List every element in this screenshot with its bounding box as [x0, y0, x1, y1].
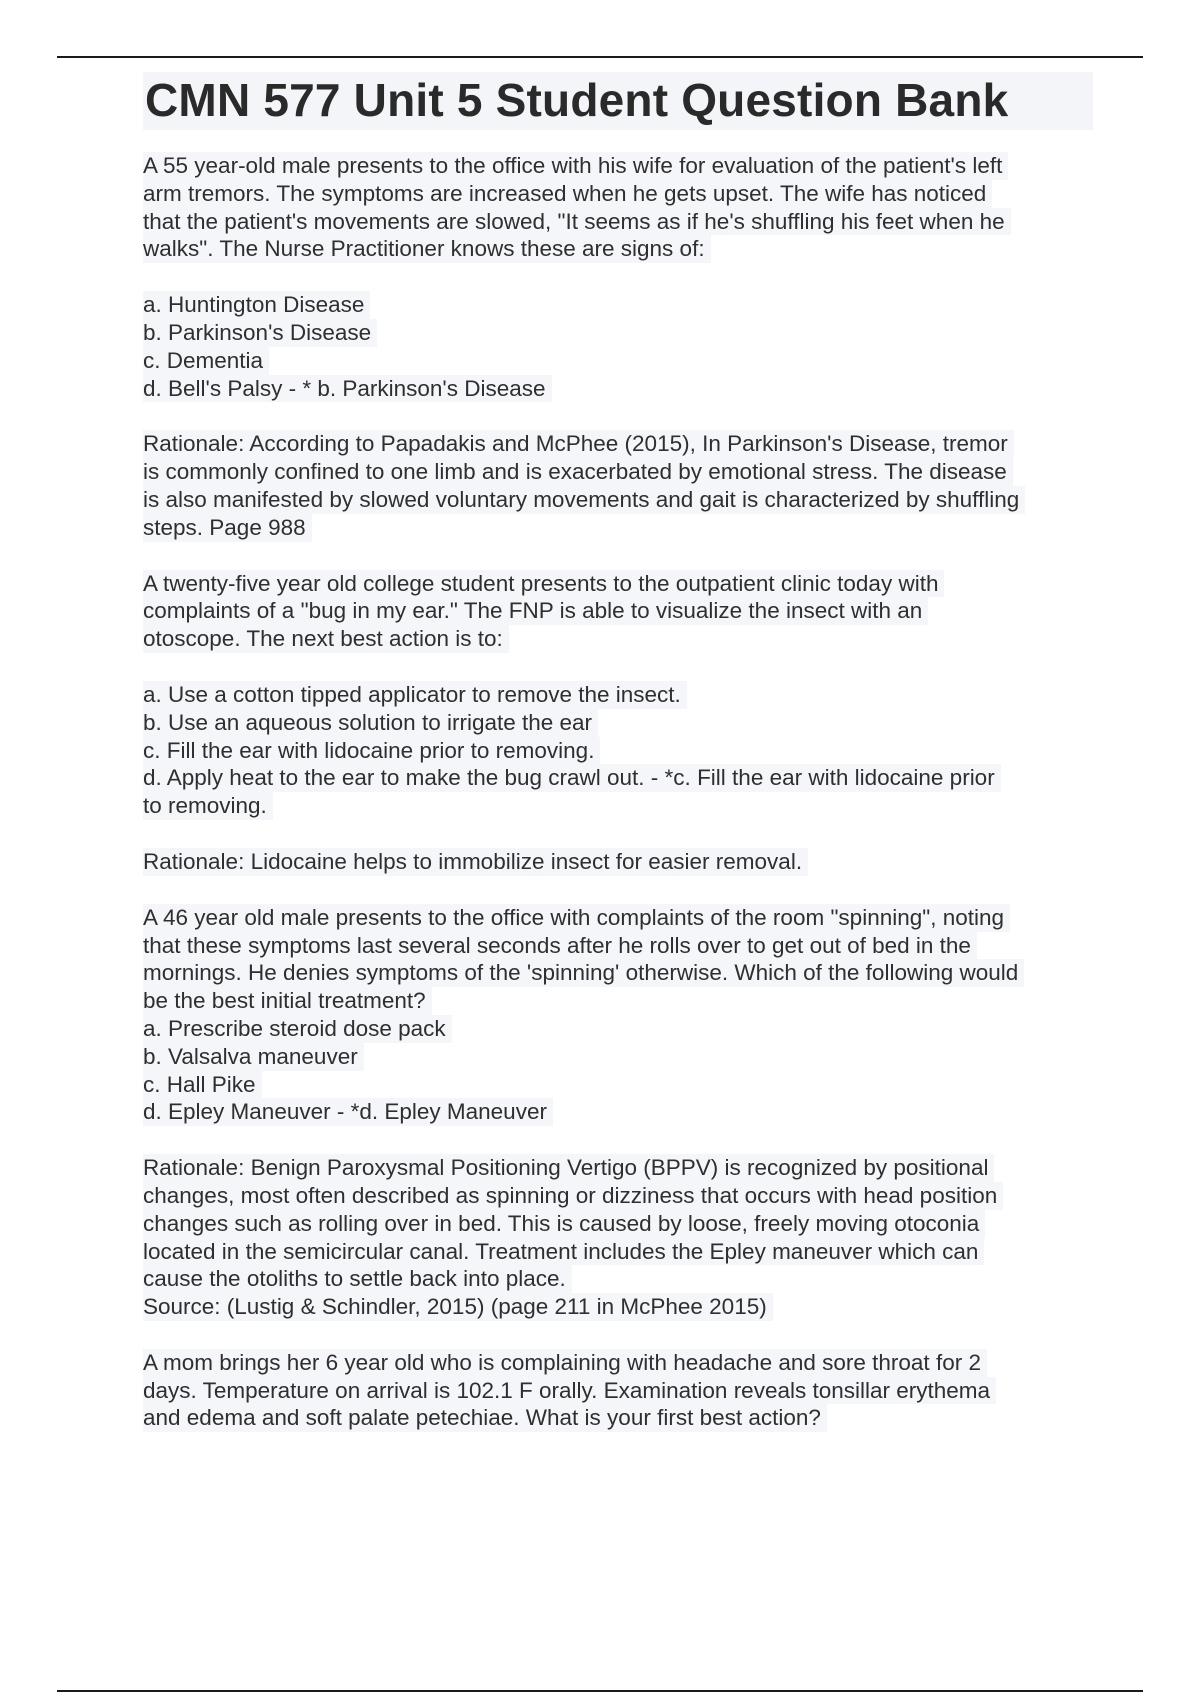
text-line: d. Apply heat to the ear to make the bug crawl out. - *c. Fill the ear with lidocaine prior [143, 764, 1001, 792]
text-line: that the patient's movements are slowed, "It seems as if he's shuffling his feet when he [143, 208, 1011, 236]
text-block [143, 1349, 1093, 1432]
text-line: changes, most often described as spinning or dizziness that occurs with head position [143, 1182, 1003, 1210]
question-blocks [143, 152, 1093, 1432]
text-line: Rationale: Benign Paroxysmal Positioning Vertigo (BPPV) is recognized by positional [143, 1154, 994, 1182]
text-line: and edema and soft palate petechiae. What is your first best action? [143, 1404, 827, 1432]
document-body [143, 72, 1093, 1460]
text-line: c. Fill the ear with lidocaine prior to removing. [143, 737, 600, 765]
text-line: walks". The Nurse Practitioner knows these are signs of: [143, 235, 711, 263]
text-line: b. Use an aqueous solution to irrigate the ear [143, 709, 598, 737]
text-line: a. Huntington Disease [143, 291, 370, 319]
text-line: A mom brings her 6 year old who is complaining with headache and sore throat for 2 [143, 1349, 987, 1377]
text-line: b. Valsalva maneuver [143, 1043, 364, 1071]
text-line: arm tremors. The symptoms are increased when he gets upset. The wife has noticed [143, 180, 992, 208]
text-line: be the best initial treatment? [143, 987, 432, 1015]
text-line: steps. Page 988 [143, 514, 312, 542]
text-line: days. Temperature on arrival is 102.1 F orally. Examination reveals tonsillar erythema [143, 1377, 996, 1405]
text-line: A 46 year old male presents to the office with complaints of the room "spinning", noting [143, 904, 1010, 932]
top-rule [57, 56, 1143, 58]
text-line: A 55 year-old male presents to the office with his wife for evaluation of the patient's left [143, 152, 1008, 180]
text-line: d. Bell's Palsy - * b. Parkinson's Disease [143, 375, 552, 403]
text-line: c. Dementia [143, 347, 269, 375]
text-line: A twenty-five year old college student presents to the outpatient clinic today with [143, 570, 944, 598]
text-line: is commonly confined to one limb and is exacerbated by emotional stress. The disease [143, 458, 1013, 486]
text-line: to removing. [143, 792, 273, 820]
text-block [143, 152, 1093, 263]
text-line: d. Epley Maneuver - *d. Epley Maneuver [143, 1098, 553, 1126]
text-line: c. Hall Pike [143, 1071, 262, 1099]
text-block [143, 430, 1093, 541]
text-line: that these symptoms last several seconds after he rolls over to get out of bed in the [143, 932, 977, 960]
text-line: Source: (Lustig & Schindler, 2015) (page 211 in McPhee 2015) [143, 1293, 773, 1321]
text-block [143, 848, 1093, 876]
text-line: changes such as rolling over in bed. This is caused by loose, freely moving otoconia [143, 1210, 985, 1238]
text-line: cause the otoliths to settle back into place. [143, 1265, 572, 1293]
text-block [143, 681, 1093, 820]
text-line: mornings. He denies symptoms of the 'spinning' otherwise. Which of the following would [143, 959, 1024, 987]
page-title: CMN 577 Unit 5 Student Question Bank [143, 72, 1093, 130]
text-line: complaints of a "bug in my ear." The FNP is able to visualize the insect with an [143, 597, 928, 625]
text-line: Rationale: Lidocaine helps to immobilize insect for easier removal. [143, 848, 808, 876]
text-line: otoscope. The next best action is to: [143, 625, 509, 653]
text-line: a. Prescribe steroid dose pack [143, 1015, 452, 1043]
text-line: a. Use a cotton tipped applicator to remove the insect. [143, 681, 687, 709]
text-block [143, 570, 1093, 653]
text-block [143, 291, 1093, 402]
text-line: b. Parkinson's Disease [143, 319, 377, 347]
text-block [143, 904, 1093, 1126]
text-line: is also manifested by slowed voluntary movements and gait is characterized by shuffling [143, 486, 1025, 514]
bottom-rule [57, 1690, 1143, 1692]
text-block [143, 1154, 1093, 1321]
text-line: located in the semicircular canal. Treatment includes the Epley maneuver which can [143, 1238, 984, 1266]
text-line: Rationale: According to Papadakis and McPhee (2015), In Parkinson's Disease, tremor [143, 430, 1014, 458]
